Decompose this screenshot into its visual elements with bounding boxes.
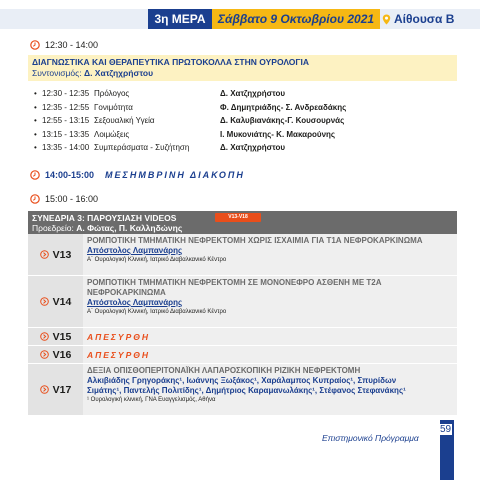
item-speaker: Φ. Δημητριάδης- Σ. Ανδρεαδάκης [220, 102, 347, 112]
slot2-time [30, 194, 98, 204]
day-label: 3η ΜΕΡΑ [148, 9, 212, 29]
slot2-time-text: 15:00 - 16:00 [45, 194, 99, 204]
video-details [83, 276, 457, 327]
chairs-label: Προεδρείο: [32, 223, 74, 233]
table-row [28, 234, 457, 276]
bullet-icon: • [34, 143, 37, 152]
video-code-cell [28, 346, 83, 363]
session1-title: ΔΙΑΓΝΩΣΤΙΚΑ ΚΑΙ ΘΕΡΑΠΕΥΤΙΚΑ ΠΡΩΤΟΚΟΛΛΑ ΣΤΗΝ ΟΥΡΟΛΟΓΙΑ [32, 57, 310, 67]
item-time: 13:35 - 14:00 [42, 143, 90, 152]
video-title: ΡΟΜΠΟΤΙΚΗ ΤΜΗΜΑΤΙΚΗ ΝΕΦΡΕΚΤΟΜΗ ΧΩΡΙΣ ΙΣΧΑΙΜΙΑ ΓΙΑ Τ1Α ΝΕΦΡΟΚΑΡΚΙΝΩΜΑ [87, 236, 423, 245]
list-item [34, 141, 454, 155]
session1-program-list [34, 87, 454, 155]
video-affiliation: Α΄ Ουρολογική Κλινική, Ιατρικό Διαβαλκανικό Κέντρο [87, 309, 227, 315]
item-topic: Λοιμώξεις [94, 129, 130, 139]
item-time: 12:35 - 12:55 [42, 102, 90, 112]
list-item [34, 128, 454, 142]
session3-header [28, 211, 457, 234]
page-number: 59 [440, 424, 452, 435]
bullet-icon: • [34, 89, 37, 98]
bullet-icon: • [34, 116, 37, 125]
video-code-cell [28, 328, 83, 345]
item-speaker: Ι. Μυκονιάτης- Κ. Μακαρούνης [220, 129, 336, 139]
item-topic: Συμπεράσματα - Συζήτηση [94, 143, 190, 152]
table-row [28, 328, 457, 346]
video-details [83, 328, 457, 345]
bullet-icon: • [34, 129, 37, 139]
room-name: Αίθουσα Β [394, 12, 455, 26]
bullet-icon: • [34, 102, 37, 112]
item-speaker: Δ. Χατζηχρήστου [220, 89, 285, 98]
video-code-cell [28, 364, 83, 415]
chairs-names: Α. Φώτας, Π. Καλληδώνης [76, 223, 183, 233]
clock-icon [30, 194, 40, 204]
location-pin-icon [382, 14, 391, 25]
play-arrow-icon [40, 297, 49, 306]
clock-icon [30, 170, 40, 180]
video-details [83, 364, 457, 415]
video-title: ΔΕΞΙΑ ΟΠΙΣΘΟΠΕΡΙΤΟΝΑΪΚΗ ΛΑΠΑΡΟΣΚΟΠΙΚΗ ΡΙΖΙΚΗ ΝΕΦΡΕΚΤΟΜΗ [87, 366, 361, 375]
list-item [34, 114, 454, 128]
list-item [34, 101, 454, 115]
room-label [382, 9, 454, 29]
session1-coordination [32, 68, 453, 79]
lunch-label: ΜΕΣΗΜΒΡΙΝΗ ΔΙΑΚΟΠΗ [105, 170, 245, 180]
withdrawn-label: ΑΠΕΣΥΡΘΗ [87, 332, 151, 342]
play-arrow-icon [40, 385, 49, 394]
item-speaker: Δ. Χατζηχρήστου [220, 143, 285, 152]
slot1-time-text: 12:30 - 14:00 [45, 40, 99, 50]
table-row [28, 346, 457, 364]
play-arrow-icon [40, 250, 49, 259]
item-topic: Πρόλογος [94, 89, 130, 98]
video-details [83, 346, 457, 363]
table-row [28, 364, 457, 416]
clock-icon [30, 40, 40, 50]
table-row [28, 276, 457, 328]
item-topic: Σεξουαλική Υγεία [94, 116, 155, 125]
session3-chairs [32, 223, 453, 234]
video-code: V15 [52, 330, 72, 343]
page-header [0, 0, 480, 30]
video-title: ΡΟΜΠΟΤΙΚΗ ΤΜΗΜΑΤΙΚΗ ΝΕΦΡΕΚΤΟΜΗ ΣΕ ΜΟΝΟΝΕΦΡΟ ΑΣΘΕΝΗ ΜΕ Τ2Α ΝΕΦΡΟΚΑΡΚΙΝΩΜΑ [87, 278, 382, 297]
item-time: 12:30 - 12:35 [42, 89, 90, 98]
footer-label: Επιστημονικό Πρόγραμμα [322, 433, 419, 443]
video-affiliation: ¹ Ουρολογική κλινική, ΓΝΑ Ευαγγελισμός, Αθήνα [87, 397, 216, 403]
video-range-badge: V13-V18 [215, 213, 261, 222]
video-code: V14 [52, 295, 72, 308]
play-arrow-icon [40, 350, 49, 359]
video-code-cell [28, 234, 83, 275]
withdrawn-label: ΑΠΕΣΥΡΘΗ [87, 350, 151, 360]
video-code-cell [28, 276, 83, 327]
list-item [34, 87, 454, 101]
video-authors: Σιμάτης¹, Παντελής Πολιτίδης¹, Δημήτριος Καραμανωλάκης¹, Στέφανος Στεφανάκης¹ [87, 386, 406, 395]
session3-table [28, 211, 457, 416]
video-details [83, 234, 457, 275]
lunch-time: 14:00-15:00 [45, 170, 95, 180]
coord-name: Δ. Χατζηχρήστου [83, 68, 154, 78]
item-time: 13:15 - 13:35 [42, 129, 90, 139]
video-code: V13 [52, 248, 72, 261]
date-label: Σάββατο 9 Οκτωβρίου 2021 [212, 9, 380, 29]
video-code: V17 [52, 383, 72, 396]
video-code: V16 [52, 348, 72, 361]
video-speaker: Απόστολος Λαμπανάρης [87, 246, 183, 255]
video-speaker: Απόστολος Λαμπανάρης [87, 298, 183, 307]
item-topic: Γονιμότητα [94, 102, 133, 112]
play-arrow-icon [40, 332, 49, 341]
session3-title: ΣΥΝΕΔΡΙΑ 3: ΠΑΡΟΥΣΙΑΣΗ VIDEOS [32, 213, 177, 223]
lunch-break [30, 170, 245, 180]
video-affiliation: Α΄ Ουρολογική Κλινική, Ιατρικό Διαβαλκανικό Κέντρο [87, 257, 227, 263]
session1-header [28, 55, 457, 81]
item-time: 12:55 - 13:15 [42, 116, 90, 125]
slot1-time [30, 40, 98, 50]
item-speaker: Δ. Καλυβιανάκης-Γ. Κουσουρνάς [220, 116, 345, 125]
video-authors: Αλκιβιάδης Γρηγοράκης¹, Ιωάννης Ξωξάκος¹, Χαράλαμπος Κυπραίος¹, Σπυρίδων [87, 376, 397, 385]
coord-label: Συντονισμός: [32, 68, 82, 78]
